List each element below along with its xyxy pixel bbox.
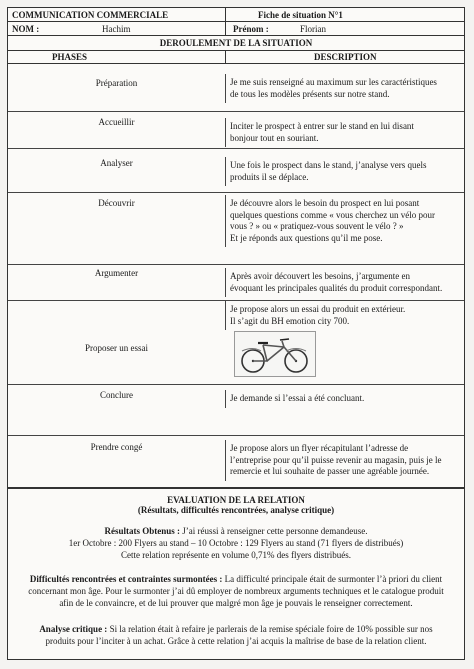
phase-description — [225, 390, 464, 408]
nom-label: NOM : — [12, 24, 40, 34]
results-label: Résultats Obtenus : — [104, 526, 181, 536]
phase-label: Découvrir — [98, 198, 135, 208]
difficulties-text: concernant mon âge. Pour le surmonter j’ai dû employer de nombreux arguments techniques et le catalogue produit — [28, 586, 444, 596]
results-text: 1er Octobre : 200 Flyers au stand – 10 Octobre : 129 Flyers au stand (71 flyers de distribués) — [68, 538, 404, 548]
critique-text: produits pour l’inciter à un achat. Grâce à cette relation j’ai acquis la maîtrise de base de la relation client. — [45, 636, 427, 646]
divider — [225, 22, 226, 35]
desc-line: Je découvre alors le besoin du prospect en lui posant — [230, 198, 420, 208]
header-row — [8, 8, 464, 22]
phase-label: Préparation — [95, 78, 138, 88]
desc-line: Et je réponds aux questions qu’il me pose. — [230, 232, 383, 243]
evaluation-title: EVALUATION DE LA RELATION — [167, 495, 305, 505]
desc-line: Je me suis renseigné au maximum sur les caractéristiques — [230, 77, 437, 87]
phase-description — [225, 195, 464, 247]
phase-label: Argumenter — [94, 268, 139, 278]
desc-line: Après avoir découvert les besoins, j’argumente en — [230, 271, 411, 281]
desc-line: l’entreprise pour qu’il puisse revenir au magasin, puis je le — [230, 454, 442, 465]
desc-line: Je propose alors un flyer récapitulant l’adresse de — [230, 443, 409, 453]
desc-line: évoquant les principales qualités du produit correspondant. — [230, 282, 443, 293]
table-row — [8, 112, 464, 149]
results-paragraph — [14, 525, 458, 561]
identity-row — [8, 22, 464, 36]
desc-line: remercie et lui souhaite de passer une agréable journée. — [230, 466, 430, 476]
critique-text: Si la relation était à refaire je parlerais de la remise spéciale foire de 10% possible sur nos — [109, 624, 433, 634]
difficulties-text: afin de le convaincre, et de lui prouver que malgré mon âge je pouvais le renseigner correctement. — [59, 598, 413, 608]
divider — [225, 8, 226, 21]
table-row — [8, 64, 464, 112]
section-row — [8, 36, 464, 51]
evaluation-section — [8, 489, 464, 661]
difficulties-text: La difficulté principale était de surmonter l’à priori du client — [224, 574, 443, 584]
phase-label: Conclure — [100, 390, 133, 400]
phase-description — [225, 157, 464, 186]
desc-line: produits il se déplace. — [230, 171, 309, 182]
column-header-row — [8, 51, 464, 64]
phase-label: Analyser — [100, 158, 133, 168]
desc-line: Je demande si l’essai a été concluant. — [230, 393, 365, 403]
col-phases: PHASES — [52, 52, 88, 62]
prenom-value: Florian — [300, 24, 326, 34]
divider — [225, 51, 226, 63]
bicycle-image — [234, 331, 316, 377]
desc-line: bonjour tout en souriant. — [230, 132, 319, 143]
results-text: Cette relation représente en volume 0,71% des flyers distribués. — [121, 550, 351, 560]
nom-value: Hachim — [102, 24, 131, 34]
desc-line: vous ? » ou « pratiquez-vous souvent le vélo ? » — [230, 221, 404, 231]
desc-line: Je propose alors un essai du produit en extérieur. — [230, 304, 406, 314]
section-title: DEROULEMENT DE LA SITUATION — [159, 38, 313, 48]
prenom-label: Prénom : — [233, 24, 269, 34]
col-description: DESCRIPTION — [314, 52, 377, 62]
results-text: J’ai réussi à renseigner cette personne demandeuse. — [182, 526, 368, 536]
table-row — [8, 436, 464, 489]
desc-line: de tous les modèles présents sur notre stand. — [230, 88, 390, 99]
document-title: COMMUNICATION COMMERCIALE — [12, 10, 169, 20]
phase-description — [225, 74, 464, 103]
sheet-number: Fiche de situation N°1 — [258, 10, 343, 20]
critique-label: Analyse critique : — [39, 624, 108, 634]
phase-description — [225, 301, 464, 330]
table-row — [8, 301, 464, 385]
phase-description — [225, 440, 464, 481]
phases-table — [8, 64, 464, 489]
table-row — [8, 265, 464, 301]
critique-paragraph — [14, 623, 458, 647]
desc-line: Inciter le prospect à entrer sur le stand en lui disant — [230, 121, 414, 131]
phase-description — [225, 268, 464, 297]
desc-line: Il s’agit du BH emotion city 700. — [230, 315, 350, 326]
evaluation-subtitle: (Résultats, difficultés rencontrées, analyse critique) — [137, 505, 335, 515]
phase-label: Proposer un essai — [85, 343, 148, 353]
difficulties-label: Difficultés rencontrées et contraintes surmontées : — [29, 574, 223, 584]
phase-label: Prendre congé — [90, 442, 143, 452]
difficulties-paragraph — [14, 573, 458, 609]
desc-line: Une fois le prospect dans le stand, j’analyse vers quels — [230, 160, 427, 170]
table-row — [8, 385, 464, 436]
table-row — [8, 193, 464, 265]
situation-sheet — [7, 7, 465, 660]
desc-line: quelques questions comme « vous cherchez un vélo pour — [230, 209, 435, 220]
phase-label: Accueillir — [98, 117, 135, 127]
table-row — [8, 149, 464, 193]
phase-description — [225, 118, 464, 147]
